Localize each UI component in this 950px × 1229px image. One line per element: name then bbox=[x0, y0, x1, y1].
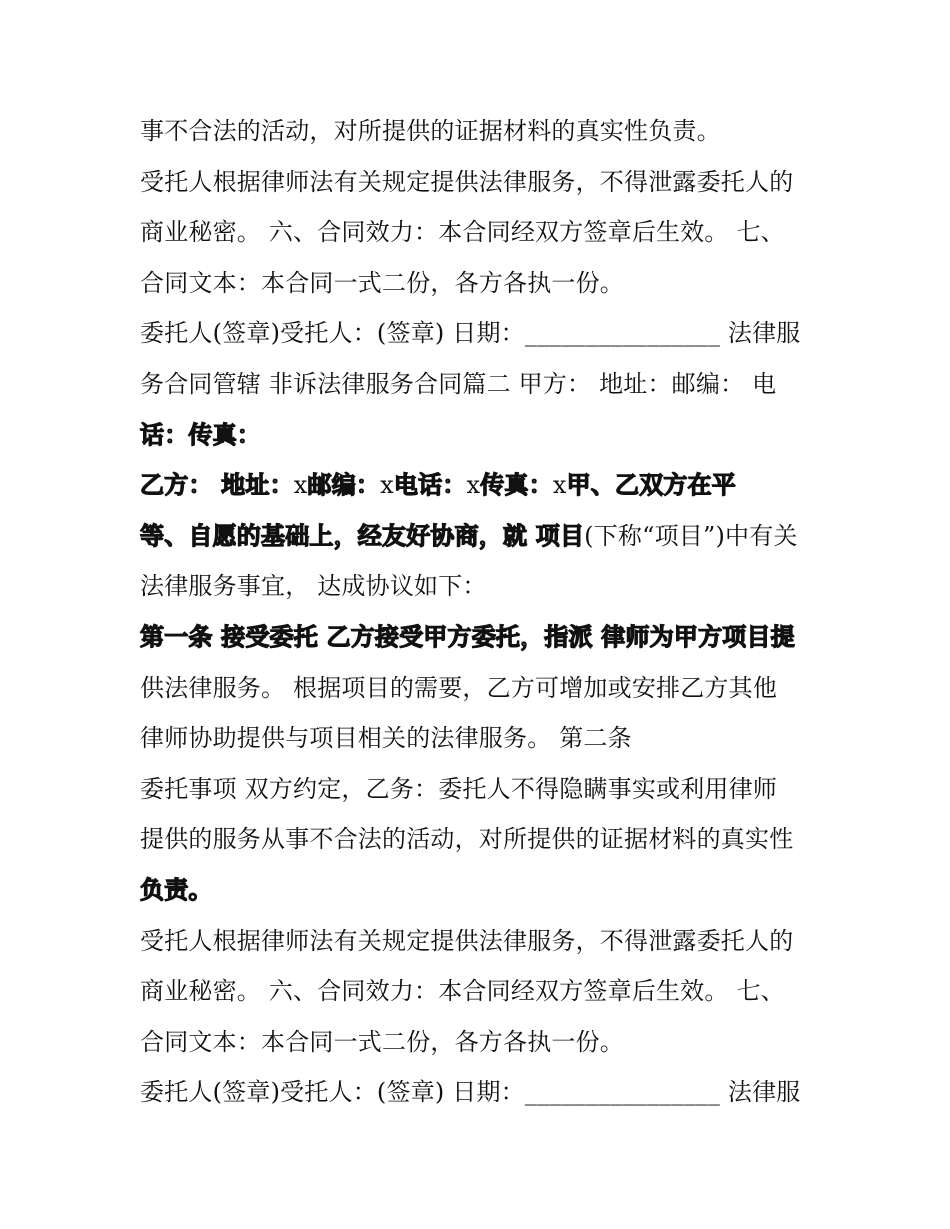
text-segment: 供法律服务。 根据项目的需要，乙方可增加或安排乙方其他 bbox=[140, 674, 778, 702]
text-line bbox=[140, 921, 793, 961]
text-line bbox=[140, 263, 624, 303]
text-line bbox=[140, 212, 785, 252]
text-segment: 乙方： 地址： bbox=[140, 470, 294, 499]
text-line bbox=[140, 1022, 624, 1062]
text-line bbox=[140, 1072, 801, 1112]
text-line bbox=[140, 971, 785, 1011]
text-line bbox=[140, 516, 798, 556]
text-line bbox=[140, 870, 213, 910]
text-segment: x bbox=[466, 471, 481, 499]
text-segment: 电话： bbox=[393, 470, 467, 499]
text-line bbox=[140, 415, 261, 455]
text-segment: 话：传真： bbox=[140, 420, 261, 449]
text-segment: 务合同管辖 非诉法律服务合同篇二 甲方： 地址：邮编： 电 bbox=[140, 370, 777, 398]
text-segment: 甲、乙双方在平 bbox=[566, 470, 736, 499]
text-segment: 法律服务事宜， 达成协议如下： bbox=[140, 572, 487, 600]
text-segment: x bbox=[380, 471, 394, 499]
text-segment: 委托事项 双方约定，乙务：委托人不得隐瞒事实或利用律师 bbox=[140, 775, 778, 803]
text-segment: 第一条 接受委托 乙方接受甲方委托，指派 律师为甲方项目提 bbox=[140, 622, 795, 651]
text-segment: 委托人(签章)受托人：(签章) 日期：________________ 法律服 bbox=[140, 1078, 801, 1106]
text-segment: 律师协助提供与项目相关的法律服务。 第二条 bbox=[140, 724, 632, 752]
text-segment: 等、自愿的基础上，经友好协商，就 项目 bbox=[140, 521, 585, 550]
text-line bbox=[140, 465, 736, 505]
text-line bbox=[140, 111, 721, 151]
text-segment: 委托人(签章)受托人：(签章) 日期：________________ 法律服 bbox=[140, 319, 801, 347]
text-line bbox=[140, 364, 776, 404]
text-segment: (下称“项目”)中有关 bbox=[584, 522, 798, 550]
text-segment: x bbox=[552, 471, 567, 499]
text-line bbox=[140, 718, 632, 758]
text-segment: 传真： bbox=[480, 470, 553, 499]
text-segment: 合同文本：本合同一式二份，各方各执一份。 bbox=[140, 1028, 624, 1056]
text-segment: 受托人根据律师法有关规定提供法律服务，不得泄露委托人的 bbox=[140, 927, 794, 955]
text-segment: 提供的服务从事不合法的活动，对所提供的证据材料的真实性 bbox=[140, 825, 794, 853]
text-segment: x bbox=[293, 471, 308, 499]
text-segment: 商业秘密。 六、合同效力：本合同经双方签章后生效。 七、 bbox=[140, 218, 785, 246]
text-segment: 商业秘密。 六、合同效力：本合同经双方签章后生效。 七、 bbox=[140, 977, 785, 1005]
text-line bbox=[140, 819, 793, 859]
text-line bbox=[140, 769, 777, 809]
text-segment: 受托人根据律师法有关规定提供法律服务，不得泄露委托人的 bbox=[140, 168, 794, 196]
text-line bbox=[140, 668, 777, 708]
text-segment: 事不合法的活动，对所提供的证据材料的真实性负责。 bbox=[140, 117, 721, 145]
text-line bbox=[140, 566, 487, 606]
text-line bbox=[140, 617, 795, 657]
text-line bbox=[140, 313, 801, 353]
text-segment: 负责。 bbox=[140, 875, 213, 904]
text-segment: 合同文本：本合同一式二份，各方各执一份。 bbox=[140, 269, 624, 297]
text-line bbox=[140, 162, 793, 202]
text-segment: 邮编： bbox=[307, 470, 381, 499]
